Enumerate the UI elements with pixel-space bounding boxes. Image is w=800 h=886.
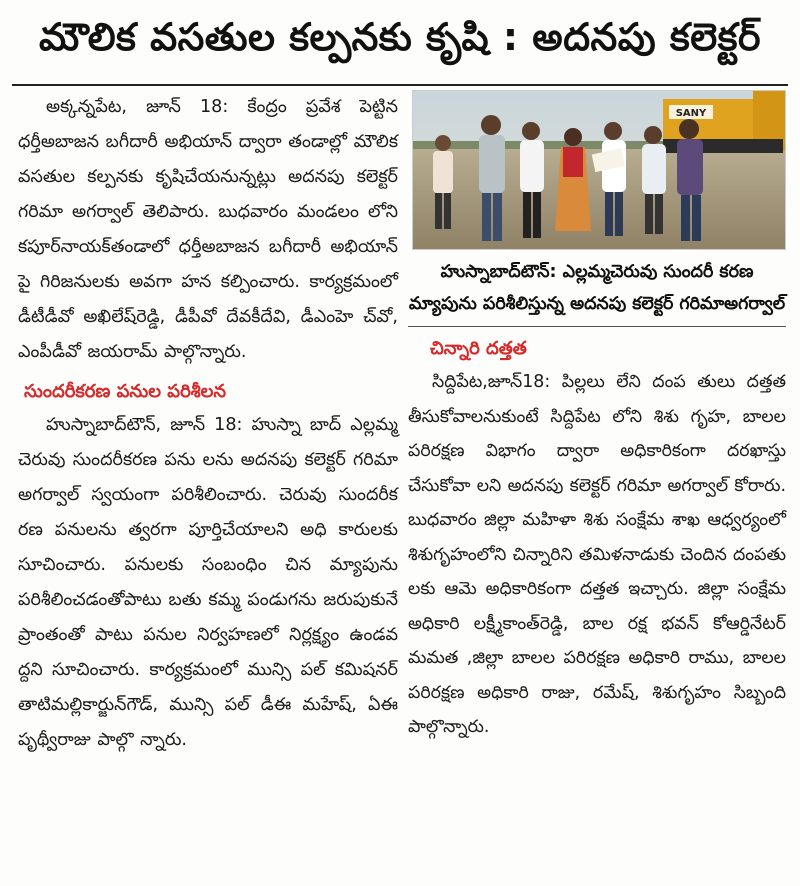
- headline-rule: [12, 84, 788, 86]
- article2-body: హుస్నాబాద్‌టౌన్, జూన్ 18: హుస్నా బాద్ ఎల్లమ్మ చెరువు సుందరీకరణ పను లను అదనపు కలెక్టర్ గరిమా అగర్వాల్ స్వయంగా పరిశీలించారు. చెరువు సుందరీక రణ పనులను త్వరగా పూర్తిచేయాలని అధి కారులకు సూచించారు. పనులకు సంబంధిం చిన మ్యాపును పరిశీలించడంతోపాటు బతు కమ్మ పండుగను జరుపుకునే ప్రాంతంతో పాటు పనుల నిర్వహణలో నిర్లక్ష్యం ఉండవ ద్దని సూచించారు. కార్యక్రమంలో మున్సి పల్ కమిషనర్ తాటిమల్లికార్జున్‌గౌడ్, మున్సి పల్ డీఈ మహేష్, ఏఈ పృథ్వీరాజు పాల్గొ న్నారు.: [18, 415, 398, 750]
- caption-rule: [408, 326, 786, 327]
- article1-body: అక్కన్నపేట, జూన్ 18: కేంద్రం ప్రవేశ పెట్టిన ధర్తీఅబాజన బగీదారీ అభియాన్ ద్వారా తండాల్లో మౌలిక వసతుల కల్పనకు కృషిచేయనున్నట్లు అదనపు కలెక్టర్ గరిమా అగర్వాల్ తెలిపారు. బుధవారం మండలం లోని కపూర్‌నాయక్‌తండాలో ధర్తీఅబాజన బగీదారీ అభియాన్ పై గిరిజనులకు అవగా హన కల్పించారు. కార్యక్రమంలో డీటీడీవో అఖిలేష్‌రెడ్డి, డీపీవో దేవకీదేవి, డీఎంహె చ్‌వో, ఎంపీడీవో జయరామ్ పాల్గొన్నారు.: [18, 97, 398, 362]
- news-photo: [412, 90, 786, 250]
- photo-caption: హుస్నాబాద్‌టౌన్: ఎల్లమ్మచెరువు సుందరీ కరణ మ్యాపును పరిశీలిస్తున్న అదనపు కలెక్టర్ గరిమాఅగర్వాల్: [408, 262, 786, 314]
- excavator-sign: SANY: [675, 108, 707, 119]
- right-column: [408, 90, 786, 745]
- photo-illustration: [413, 91, 785, 249]
- article2-subhead: సుందరీకరణ పనుల పరిశీలన: [24, 381, 227, 402]
- headline: మౌలిక వసతుల కల్పనకు కృషి : అదనపు కలెక్టర్: [38, 15, 762, 59]
- left-column: [18, 90, 398, 758]
- article3-body: సిద్దిపేట,జూన్18: పిల్లలు లేని దంప తులు దత్తత తీసుకోవాలనుకుంటే సిద్దిపేట లోని శిశు గృహ, బాలల పరిరక్షణ విభాగం ద్వారా అధికారికంగా దరఖాస్తు చేసుకోవా లని అదనపు కలెక్టర్ గరిమా అగర్వాల్ కోరారు. బుధవారం జిల్లా మహిళా శిశు సంక్షేమ శాఖ ఆధ్వర్యంలో శిశుగృహంలోని చిన్నారిని తమిళనాడుకు చెందిన దంపతు లకు ఆమె అధికారికంగా దత్తత ఇచ్చారు. జిల్లా సంక్షేమ అధికారి లక్ష్మీకాంత్‌రెడ్డి, బాల రక్ష భవన్ కోఆర్డినేటర్ మమత ,జిల్లా బాలల పరిరక్షణ అధికారి రాము, బాలల పరిరక్షణ అధికారి రాజు, రమేష్, శిశుగృహం సిబ్బంది పాల్గొన్నారు.: [408, 372, 786, 737]
- article3-subhead: చిన్నారి దత్తత: [430, 338, 527, 359]
